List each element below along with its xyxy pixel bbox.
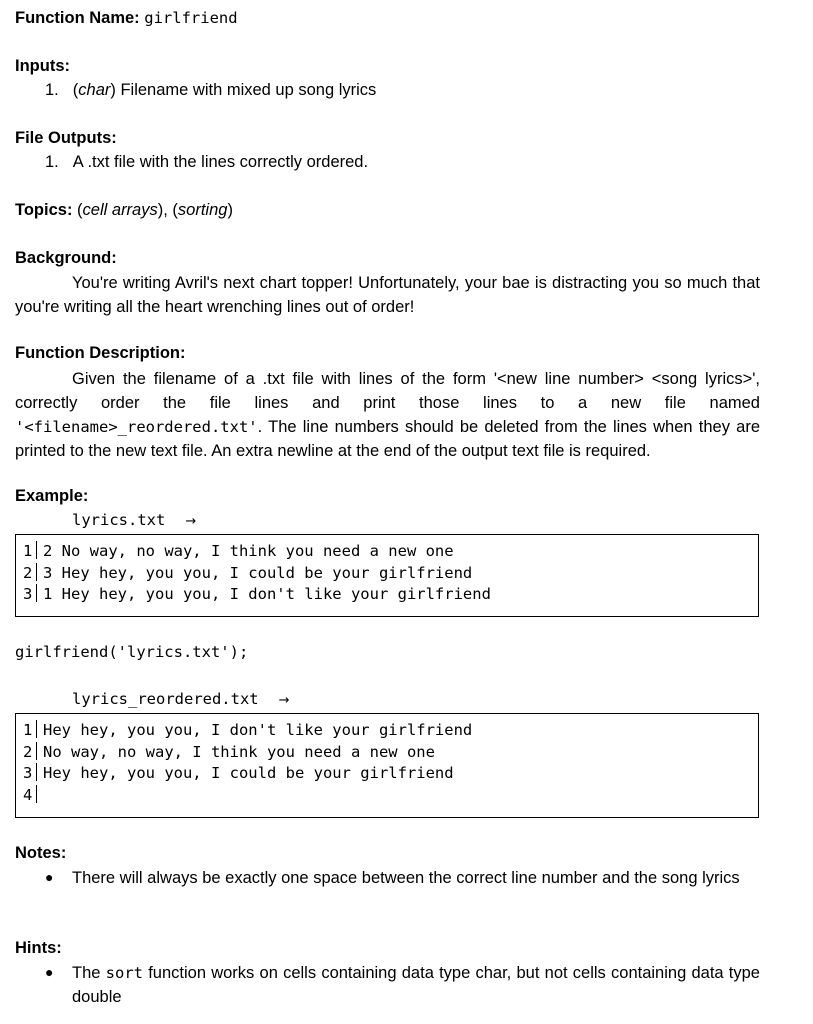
right-arrow-icon: → — [185, 514, 197, 529]
example-heading: Example: — [15, 487, 89, 505]
code-line: 3 1 Hey hey, you you, I don't like your girlfriend — [23, 585, 491, 603]
notes-item: There will always be exactly one space between the correct line number and the song lyrics — [72, 869, 740, 887]
input-filename: lyrics.txt → — [72, 511, 197, 529]
hints-heading: Hints: — [15, 939, 62, 957]
function-name-value: girlfriend — [144, 9, 238, 27]
background-heading: Background: — [15, 249, 117, 267]
code-line: 3 Hey hey, you you, I could be your girlfriend — [23, 764, 454, 782]
sort-code: sort — [105, 964, 143, 982]
input-desc: Filename with mixed up song lyrics — [115, 81, 377, 99]
bullet-icon: ● — [45, 964, 54, 980]
description-heading: Function Description: — [15, 344, 186, 362]
topics-label: Topics: — [15, 201, 73, 219]
notes-heading: Notes: — [15, 844, 67, 862]
output-file-box — [15, 713, 759, 818]
output-filename: lyrics_reordered.txt → — [72, 690, 290, 708]
output-filename-code: '<filename>_reordered.txt' — [15, 418, 258, 436]
code-line: 2 3 Hey hey, you you, I could be your girlfriend — [23, 563, 473, 582]
background-text: You're writing Avril's next chart topper! Unfortunately, your bae is distracting you so much that you're writing all the heart wrenching lines out of order! — [15, 274, 760, 316]
input-type: char — [78, 81, 111, 99]
code-line: 1 2 No way, no way, I think you need a new one — [23, 542, 454, 560]
code-line: 4 — [23, 785, 758, 807]
file-outputs-heading: File Outputs: — [15, 129, 117, 147]
function-call: girlfriend('lyrics.txt'); — [15, 643, 249, 661]
description-text: Given the filename of a .txt file with lines of the form '<new line number> <song lyrics>', correctly order the file lines and print those lines to a new file named '<filename>_reordered.txt'. The line numbers should be deleted from the lines when they are printed to the new text file. An extra newline at the end of the output text file is required. — [15, 370, 760, 460]
right-arrow-icon: → — [278, 693, 290, 708]
topic-item: cell arrays — [82, 201, 158, 219]
bullet-icon: ● — [45, 869, 54, 885]
inputs-item: 1. (char) Filename with mixed up song lyrics — [45, 81, 377, 99]
inputs-heading: Inputs: — [15, 57, 70, 75]
topics-line: Topics: (cell arrays), (sorting) — [15, 201, 233, 219]
code-line: 1 Hey hey, you you, I don't like your girlfriend — [23, 721, 473, 739]
function-name-line — [15, 9, 238, 28]
topic-item: sorting — [177, 201, 228, 219]
function-name-label: Function Name: — [15, 9, 140, 27]
input-file-box — [15, 534, 759, 617]
hints-item: The sort function works on cells containing data type char, but not cells containing data type double — [72, 964, 760, 1006]
file-outputs-item: 1. A .txt file with the lines correctly ordered. — [45, 153, 369, 171]
code-line: 2 No way, no way, I think you need a new one — [23, 742, 435, 761]
